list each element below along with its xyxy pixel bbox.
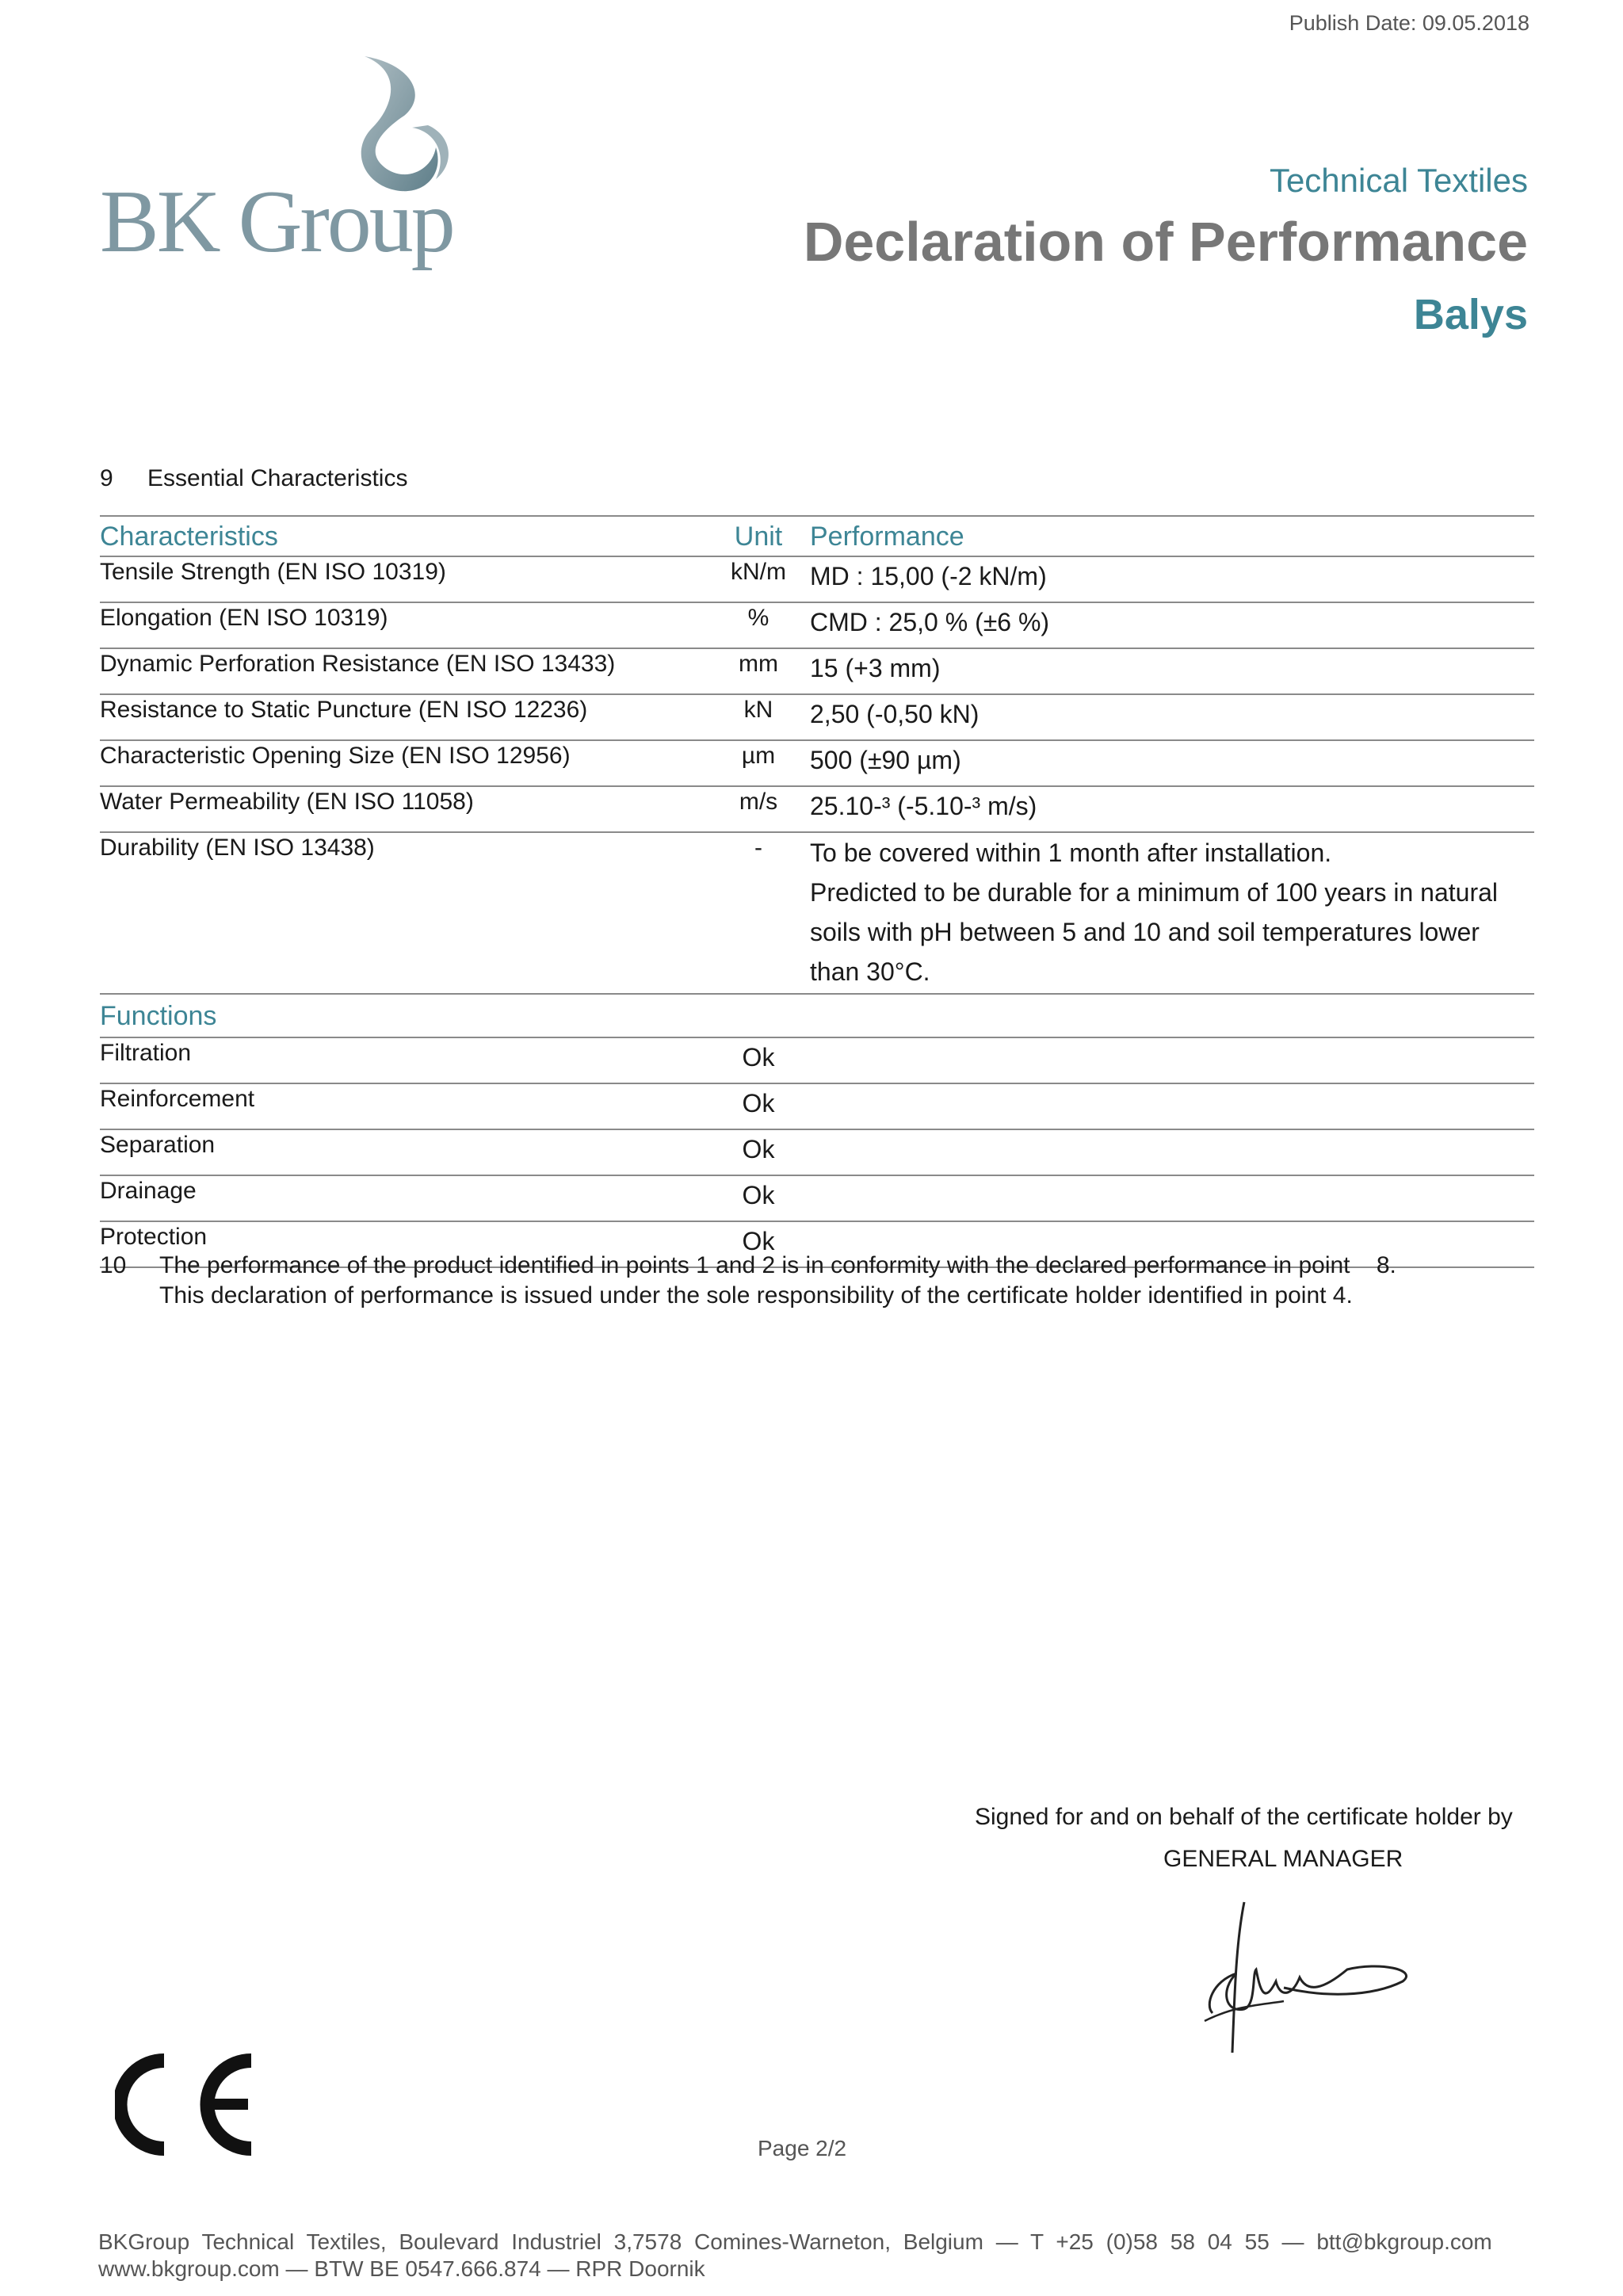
product-name: Balys [1413, 291, 1528, 338]
conformity-text: The performance of the product identified in points 1 and 2 is in conformity with the declared performance in point [159, 1252, 1350, 1278]
footer-registration: www.bkgroup.com — BTW BE 0547.666.874 — RPR Doornik [98, 2256, 705, 2281]
section-title: Essential Characteristics [147, 465, 408, 491]
publish-date: Publish Date: 09.05.2018 [1289, 11, 1529, 35]
signed-statement: Signed for and on behalf of the certificate holder by [975, 1804, 1513, 1830]
logo-text: BK Group [100, 173, 453, 271]
unit-cell: kN/m [710, 556, 807, 602]
section-10 [100, 1251, 1396, 1311]
functions-header-row [100, 994, 1534, 1037]
bk-group-logo [95, 52, 475, 290]
table-row [100, 556, 1534, 602]
durability-line: Predicted to be durable for a minimum of 100 years in natural [810, 878, 1499, 907]
function-value: Ok [710, 1221, 807, 1267]
unit-cell: - [710, 832, 807, 994]
unit-cell: mm [710, 648, 807, 694]
function-row [100, 1175, 1534, 1221]
function-name: Filtration [100, 1037, 710, 1083]
function-value: Ok [710, 1037, 807, 1083]
table-row [100, 740, 1534, 786]
table-header-row [100, 516, 1534, 556]
performance-cell: MD : 15,00 (-2 kN/m) [807, 556, 1534, 602]
function-row [100, 1129, 1534, 1175]
characteristic-cell: Characteristic Opening Size (EN ISO 12956) [100, 740, 710, 786]
performance-cell: 500 (±90 µm) [807, 740, 1534, 786]
division-title: Technical Textiles [1269, 162, 1528, 199]
performance-cell [807, 832, 1534, 994]
characteristic-cell: Elongation (EN ISO 10319) [100, 602, 710, 648]
unit-cell: µm [710, 740, 807, 786]
document-title: Declaration of Performance [803, 211, 1528, 273]
table-row [100, 648, 1534, 694]
table-row [100, 786, 1534, 832]
durability-line: To be covered within 1 month after installation. [810, 839, 1332, 867]
function-value: Ok [710, 1175, 807, 1221]
conformity-line [159, 1251, 1396, 1281]
unit-cell: % [710, 602, 807, 648]
characteristic-cell: Resistance to Static Puncture (EN ISO 12236) [100, 694, 710, 740]
durability-line: soils with pH between 5 and 10 and soil temperatures lower [810, 918, 1480, 946]
ce-mark-icon [115, 2051, 265, 2158]
function-value: Ok [710, 1083, 807, 1129]
table-row [100, 694, 1534, 740]
function-row [100, 1037, 1534, 1083]
table-row [100, 602, 1534, 648]
header-unit: Unit [710, 516, 807, 556]
characteristic-cell: Water Permeability (EN ISO 11058) [100, 786, 710, 832]
performance-cell: 2,50 (-0,50 kN) [807, 694, 1534, 740]
header-characteristics: Characteristics [100, 516, 710, 556]
characteristic-cell: Durability (EN ISO 13438) [100, 832, 710, 994]
function-name: Reinforcement [100, 1083, 710, 1129]
conformity-point: 8. [1376, 1252, 1396, 1278]
function-row [100, 1083, 1534, 1129]
function-name: Drainage [100, 1175, 710, 1221]
header-performance: Performance [807, 516, 1534, 556]
function-name: Protection [100, 1221, 710, 1267]
unit-cell: m/s [710, 786, 807, 832]
section-9-heading [100, 465, 407, 492]
footer [98, 2229, 1492, 2283]
signatory-role: GENERAL MANAGER [1163, 1846, 1403, 1872]
section-number: 10 [100, 1252, 127, 1278]
characteristic-cell: Dynamic Perforation Resistance (EN ISO 13433) [100, 648, 710, 694]
page-number: Page 2/2 [758, 2136, 847, 2160]
responsibility-line: This declaration of performance is issued under the sole responsibility of the certificate holder identified in point 4. [159, 1282, 1353, 1308]
signature-icon [1189, 1894, 1426, 2061]
performance-cell: 25.10-³ (-5.10-³ m/s) [807, 786, 1534, 832]
section-number: 9 [100, 465, 113, 491]
functions-header: Functions [100, 994, 710, 1037]
function-name: Separation [100, 1129, 710, 1175]
durability-row [100, 832, 1534, 994]
performance-cell: CMD : 25,0 % (±6 %) [807, 602, 1534, 648]
footer-address: BKGroup Technical Textiles, Boulevard Industriel 3,7578 Comines-Warneton, Belgium — T +25 (0)58 58 04 55 — btt@bkgroup.com [98, 2229, 1492, 2254]
characteristic-cell: Tensile Strength (EN ISO 10319) [100, 556, 710, 602]
function-value: Ok [710, 1129, 807, 1175]
performance-cell: 15 (+3 mm) [807, 648, 1534, 694]
unit-cell: kN [710, 694, 807, 740]
characteristics-table [100, 515, 1534, 1268]
durability-line: than 30°C. [810, 957, 930, 986]
